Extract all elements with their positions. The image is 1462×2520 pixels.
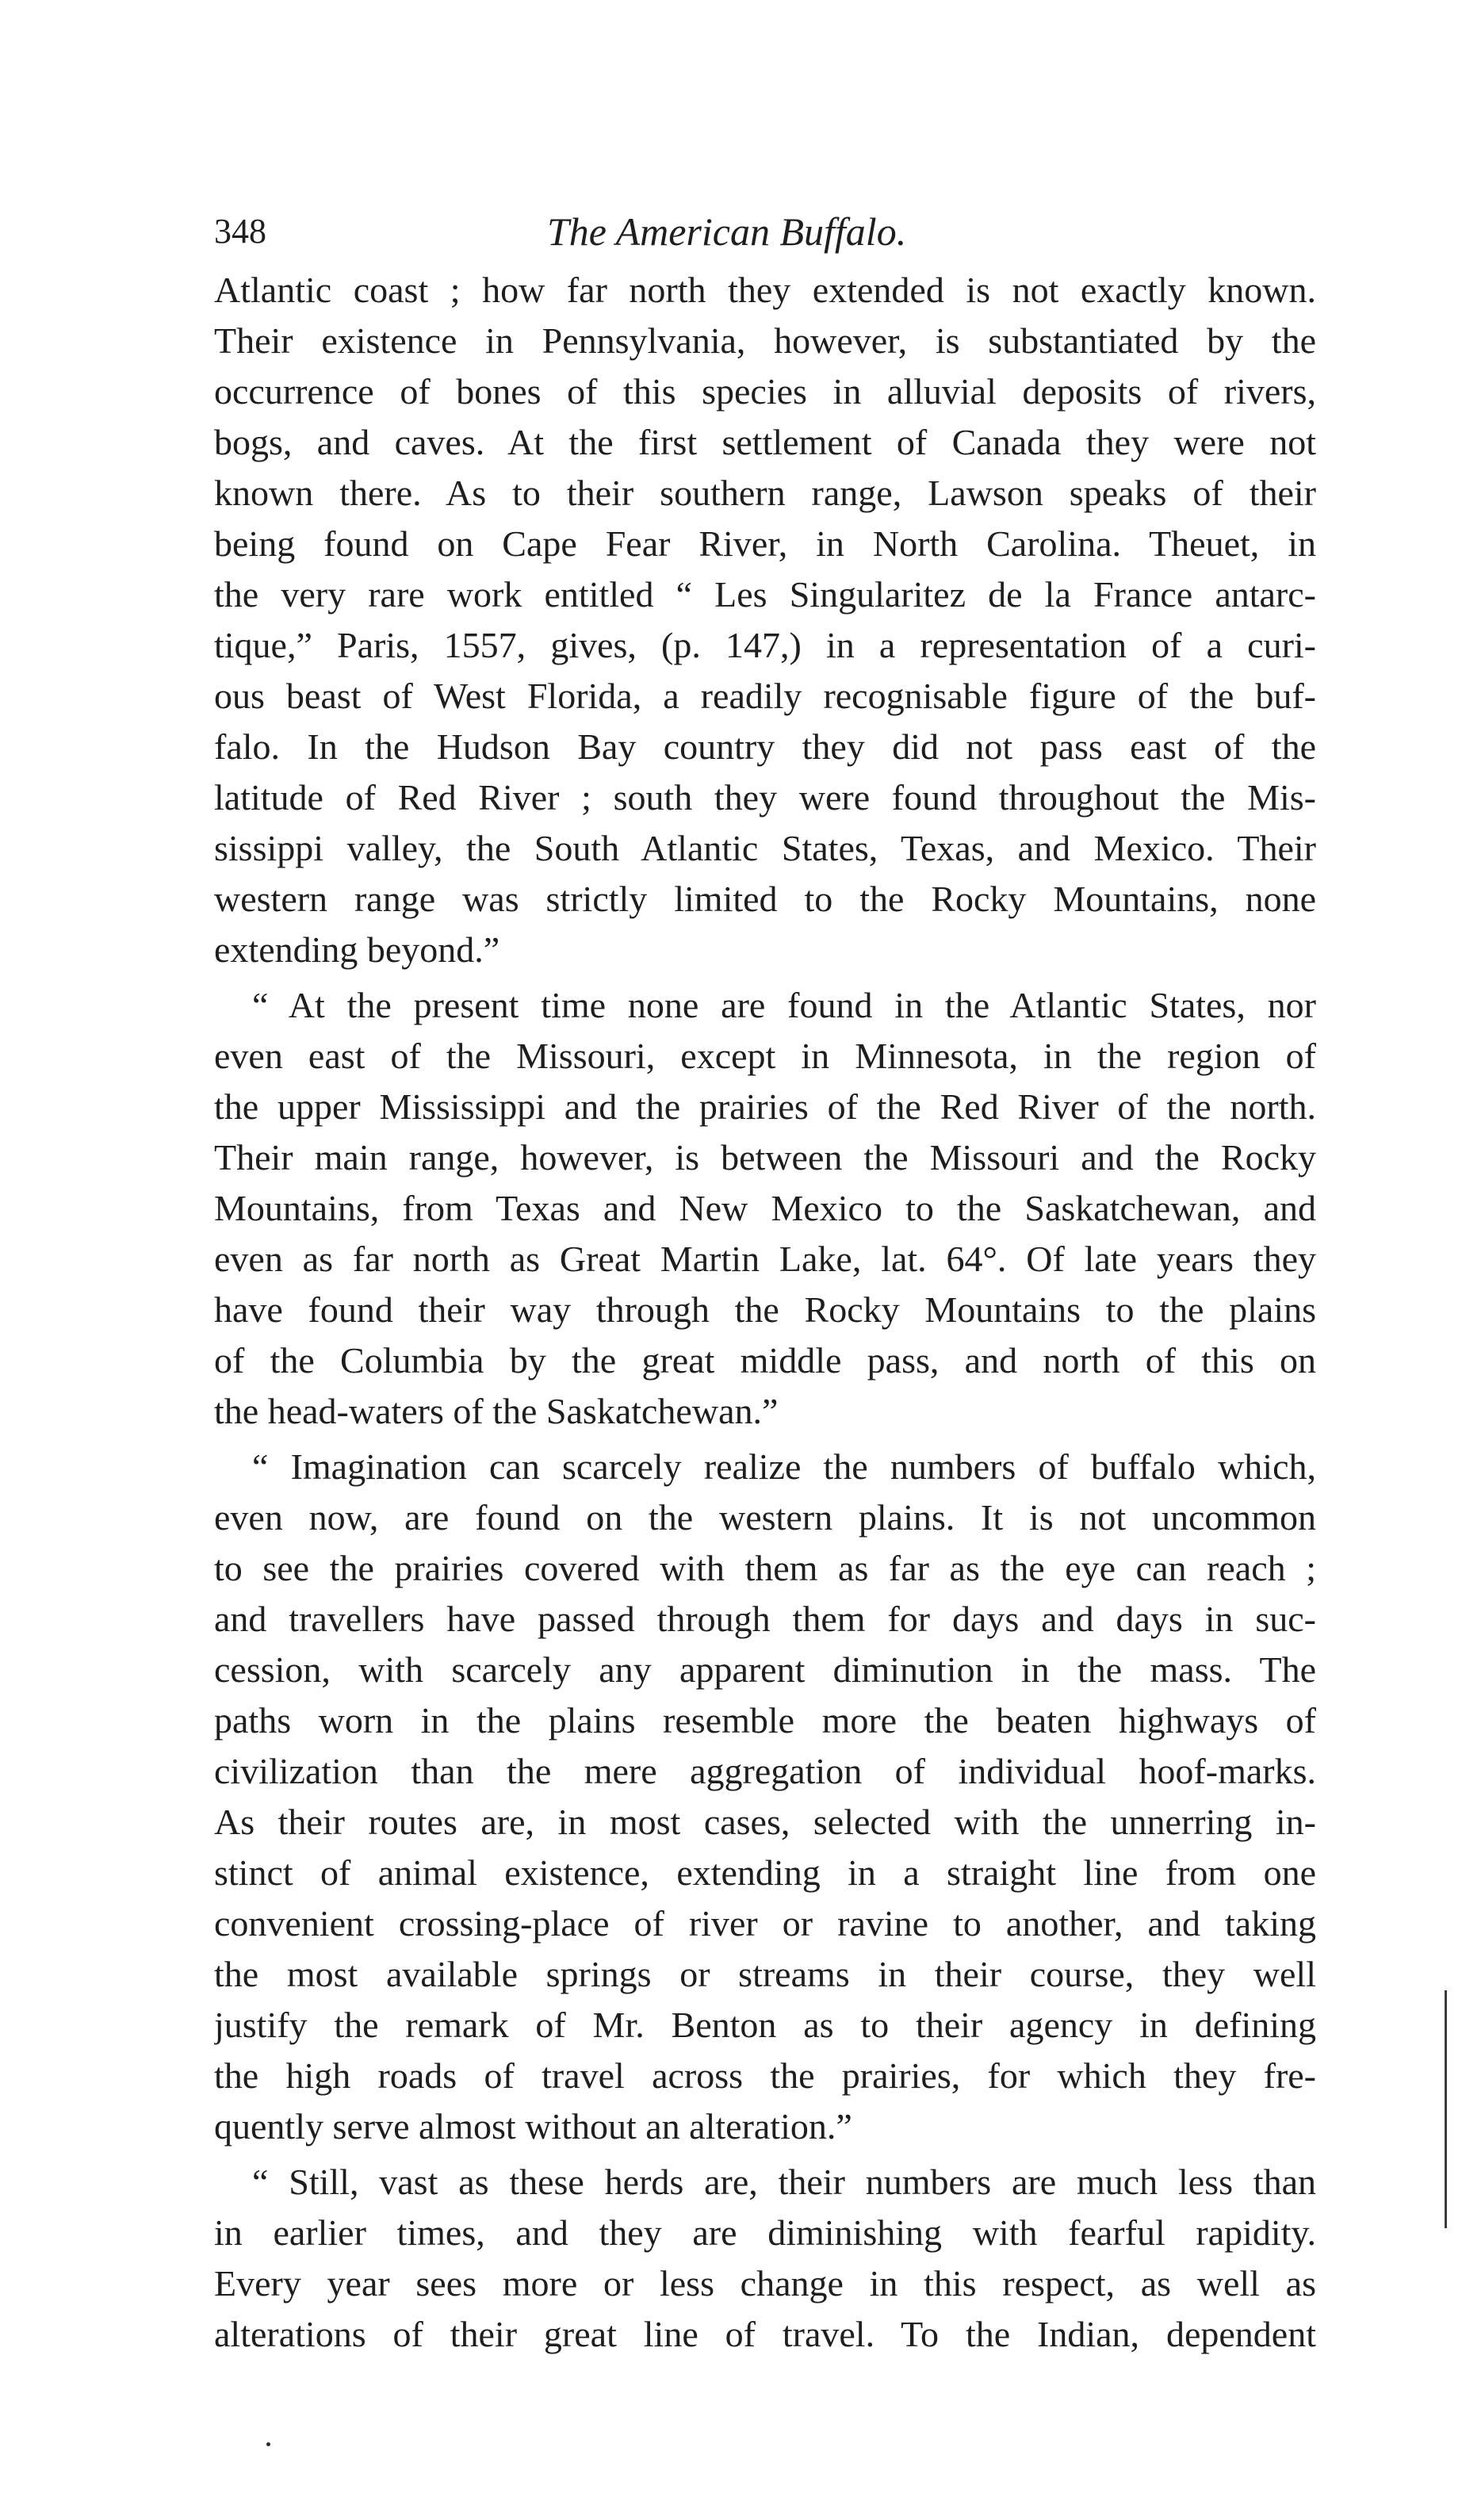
running-title: The American Buffalo. xyxy=(547,209,907,254)
page-number: 348 xyxy=(214,212,266,251)
text-line: latitude of Red River ; south they were found throughout the Mis- xyxy=(214,777,1316,818)
text-line: have found their way through the Rocky Mountains to the plains xyxy=(214,1289,1316,1330)
text-line: the very rare work entitled “ Les Singularitez de la France antarc- xyxy=(214,574,1316,615)
paragraph xyxy=(214,1442,1316,2152)
text-line: Atlantic coast ; how far north they extended is not exactly known. xyxy=(214,270,1316,310)
text-line: “ Imagination can scarcely realize the numbers of buffalo which, xyxy=(252,1446,1316,1487)
text-line: paths worn in the plains resemble more the beaten highways of xyxy=(214,1700,1316,1741)
text-line: tique,” Paris, 1557, gives, (p. 147,) in a representation of a curi- xyxy=(214,625,1316,665)
text-line: and travellers have passed through them for days and days in suc- xyxy=(214,1599,1316,1639)
text-line: alterations of their great line of travel. To the Indian, dependent xyxy=(214,2314,1316,2354)
text-line: stinct of animal existence, extending in a straight line from one xyxy=(214,1852,1316,1893)
text-line: “ At the present time none are found in the Atlantic States, nor xyxy=(252,985,1316,1025)
text-line: even as far north as Great Martin Lake, lat. 64°. Of late years they xyxy=(214,1239,1316,1279)
text-line: quently serve almost without an alteration.” xyxy=(214,2106,852,2147)
body-text xyxy=(214,265,1316,2360)
text-line: bogs, and caves. At the first settlement of Canada they were not xyxy=(214,422,1316,462)
page-edge-mark xyxy=(1445,1990,1447,2228)
text-line: the upper Mississippi and the prairies of the Red River of the north. xyxy=(214,1086,1316,1127)
text-line: the most available springs or streams in their course, they well xyxy=(214,1954,1316,1994)
ink-speck xyxy=(266,2442,270,2446)
text-line: being found on Cape Fear River, in North Carolina. Theuet, in xyxy=(214,523,1316,564)
text-line: cession, with scarcely any apparent diminution in the mass. The xyxy=(214,1649,1316,1690)
paragraph xyxy=(214,980,1316,1437)
text-line: the high roads of travel across the prairies, for which they fre- xyxy=(214,2055,1316,2096)
text-line: civilization than the mere aggregation of individual hoof-marks. xyxy=(214,1751,1316,1791)
text-line: even now, are found on the western plains. It is not uncommon xyxy=(214,1497,1316,1538)
paragraph xyxy=(214,2157,1316,2360)
text-line: sissippi valley, the South Atlantic States, Texas, and Mexico. Their xyxy=(214,828,1316,868)
text-line: occurrence of bones of this species in alluvial deposits of rivers, xyxy=(214,371,1316,412)
text-line: of the Columbia by the great middle pass, and north of this on xyxy=(214,1340,1316,1381)
text-line: Mountains, from Texas and New Mexico to the Saskatchewan, and xyxy=(214,1188,1316,1228)
text-line: justify the remark of Mr. Benton as to their agency in defining xyxy=(214,2005,1316,2045)
text-line: convenient crossing-place of river or ravine to another, and taking xyxy=(214,1903,1316,1944)
text-line: falo. In the Hudson Bay country they did not pass east of the xyxy=(214,726,1316,767)
text-line: Their existence in Pennsylvania, however, is substantiated by the xyxy=(214,320,1316,361)
text-line: western range was strictly limited to the Rocky Mountains, none xyxy=(214,879,1316,919)
text-line: extending beyond.” xyxy=(214,929,500,970)
text-line: Their main range, however, is between the Missouri and the Rocky xyxy=(214,1137,1316,1178)
text-line: As their routes are, in most cases, selected with the unnerring in- xyxy=(214,1802,1316,1842)
text-line: Every year sees more or less change in this respect, as well as xyxy=(214,2263,1316,2304)
page-header xyxy=(214,208,1316,255)
text-line: “ Still, vast as these herds are, their numbers are much less than xyxy=(252,2162,1316,2202)
text-line: even east of the Missouri, except in Minnesota, in the region of xyxy=(214,1036,1316,1076)
text-line: to see the prairies covered with them as far as the eye can reach ; xyxy=(214,1548,1316,1588)
paragraph xyxy=(214,265,1316,975)
text-line: ous beast of West Florida, a readily recognisable figure of the buf- xyxy=(214,676,1316,716)
text-line: in earlier times, and they are diminishing with fearful rapidity. xyxy=(214,2212,1316,2253)
text-line: the head-waters of the Saskatchewan.” xyxy=(214,1391,779,1431)
text-line: known there. As to their southern range, Lawson speaks of their xyxy=(214,473,1316,513)
